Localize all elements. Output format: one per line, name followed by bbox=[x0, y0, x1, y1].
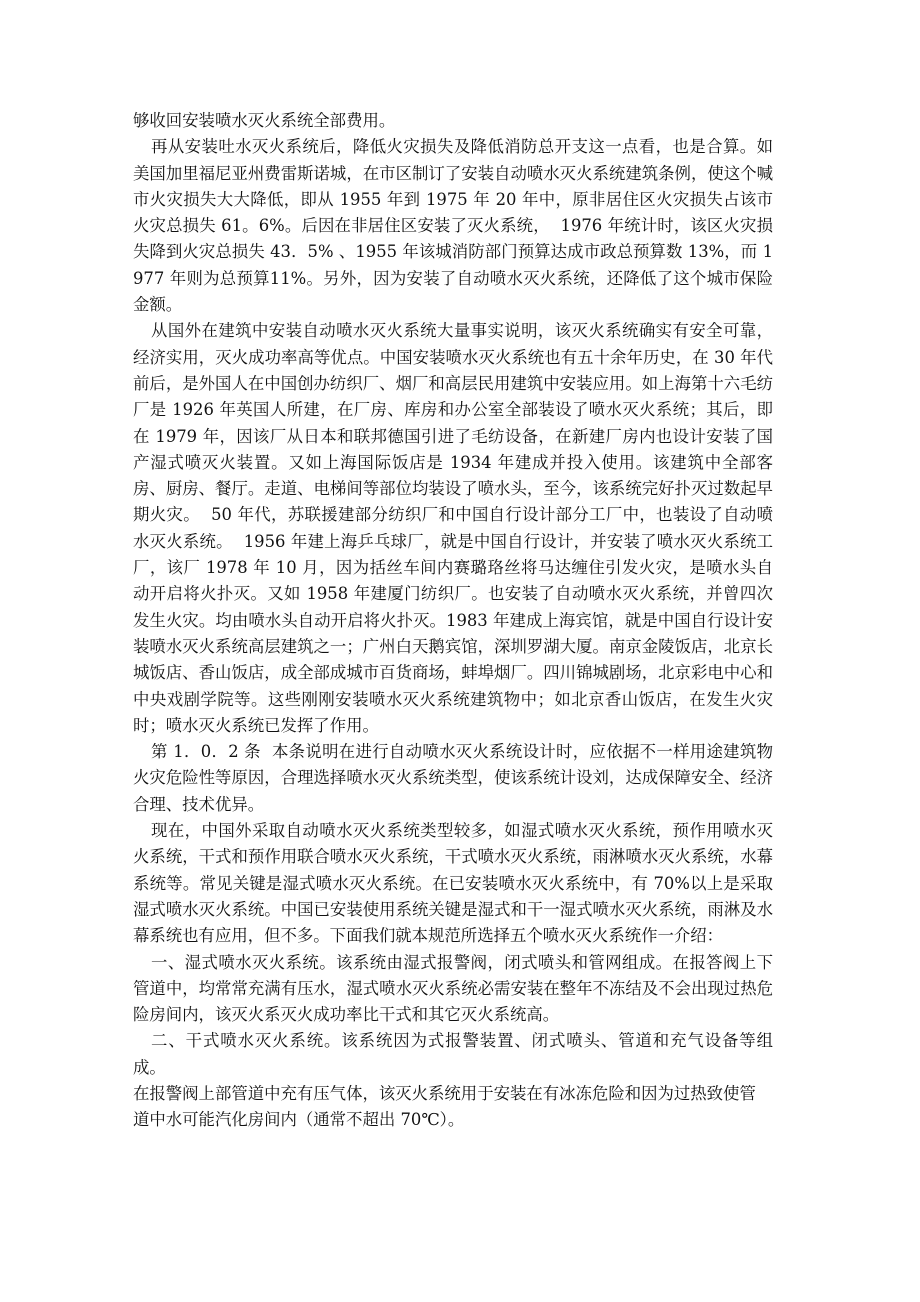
paragraph-fire-loss: 再从安装吐水灭火系统后，降低火灾损失及降低消防总开支这一点看，也是合算。如美国加里福尼亚州费雷斯诺城，在市区制订了安装自动喷水灭火系统建筑条例，使这个喊市火灾损失大大降低，即从 1955 年到 1975 年 20 年中，原非居住区火灾损失占该市火灾总损失 61。6%。后因在非居住区安装了灭火系统， 1976 年统计时，该区火灾损失降到火灾总损失 43．5% 、1955 年该城消防部门预算达成市政总预算数 13%，而 1977 年则为总预算11%。另外，因为安装了自动喷水灭火系统，还降低了这个城市保险金额。 bbox=[133, 137, 773, 315]
paragraph-dry-system: 二、干式喷水灭火系统。该系统因为式报警装置、闭式喷头、管道和充气设备等组成。 bbox=[133, 1031, 773, 1077]
paragraph-dry-system-detail: 在报警阀上部管道中充有压气体，该灭火系统用于安装在有冰冻危险和因为过热致使管 bbox=[133, 1083, 756, 1103]
paragraph-continuation: 够收回安装喷水灭火系统全部费用。 bbox=[133, 111, 396, 130]
document-body bbox=[133, 108, 773, 1134]
paragraph-wet-system: 一、湿式喷水灭火系统。该系统由湿式报警阀，闭式喷头和管网组成。在报答阀上下管道中，均常常充满有压水，湿式喷水灭火系统必需安装在整年不冻结及不会出现过热危险房间内，该灭火系灭火成功率比干式和其它灭火系统高。 bbox=[133, 952, 773, 1025]
paragraph-domestic-history: 从国外在建筑中安装自动喷水灭火系统大量事实说明，该灭火系统确实有安全可靠，经济实用，灭火成功率高等优点。中国安装喷水灭火系统也有五十余年历史，在 30 年代前后，是外国人在中国创办纺织厂、烟厂和高层民用建筑中安装应用。如上海第十六毛纺厂是 1926 年英国人所建，在厂房、库房和办公室全部装设了喷水灭火系统；其后，即在 1979 年，因该厂从日本和联邦德国引进了毛纺设备，在新建厂房内也设计安装了国产湿式喷灭火装置。又如上海国际饭店是 1934 年建成并投入使用。该建筑中全部客房、厨房、餐厅。走道、电梯间等部位均装设了喷水头，至今，该系统完好扑灭过数起早期火灾。 50 年代，苏联援建部分纺织厂和中国自行设计部分工厂中，也装设了自动喷水灭火系统。 1956 年建上海乒乓球厂，就是中国自行设计，并安装了喷水灭火系统工厂，该厂 1978 年 10 月，因为括丝车间内赛璐珞丝将马达缠住引发火灾，是喷水头自动开启将火扑灭。又如 1958 年建厦门纺织厂。也安装了自动喷水灭火系统，并曾四次发生火灾。均由喷水头自动开启将火扑灭。1983 年建成上海宾馆，就是中国自行设计安装喷水灭火系统高层建筑之一；广州白天鹅宾馆，深圳罗湖大厦。南京金陵饭店，北京长城饭店、香山饭店，成全部成城市百货商场，蚌埠烟厂。四川锦城剧场，北京彩电中心和中央戏剧学院等。这些刚刚安装喷水灭火系统建筑物中；如北京香山饭店，在发生火灾时；喷水灭火系统已发挥了作用。 bbox=[133, 321, 773, 735]
paragraph-dry-system-end: 道中水可能汽化房间内（通常不超出 70℃）。 bbox=[133, 1110, 465, 1130]
paragraph-article-1-0-2: 第 1．0．2 条 本条说明在进行自动喷水灭火系统设计时，应依据不一样用途建筑物火灾危险性等原因，合理选择喷水灭火系统类型，使该系统计设刘，达成保障安全、经济合理、技术优异。 bbox=[133, 742, 773, 814]
paragraph-system-types: 现在，中国外采取自动喷水灭火系统类型较多，如湿式喷水灭火系统，预作用喷水灭火系统，干式和预作用联合喷水灭火系统，干式喷水灭火系统，雨淋喷水灭火系统，水幕系统等。常见关键是湿式喷水灭火系统。在已安装喷水灭火系统中，有 70%以上是采取湿式喷水灭火系统。中国已安装使用系统关键是湿式和干一湿式喷水灭火系统，雨淋及水幕系统也有应用，但不多。下面我们就本规范所选择五个喷水灭火系统作一介绍： bbox=[133, 821, 773, 946]
